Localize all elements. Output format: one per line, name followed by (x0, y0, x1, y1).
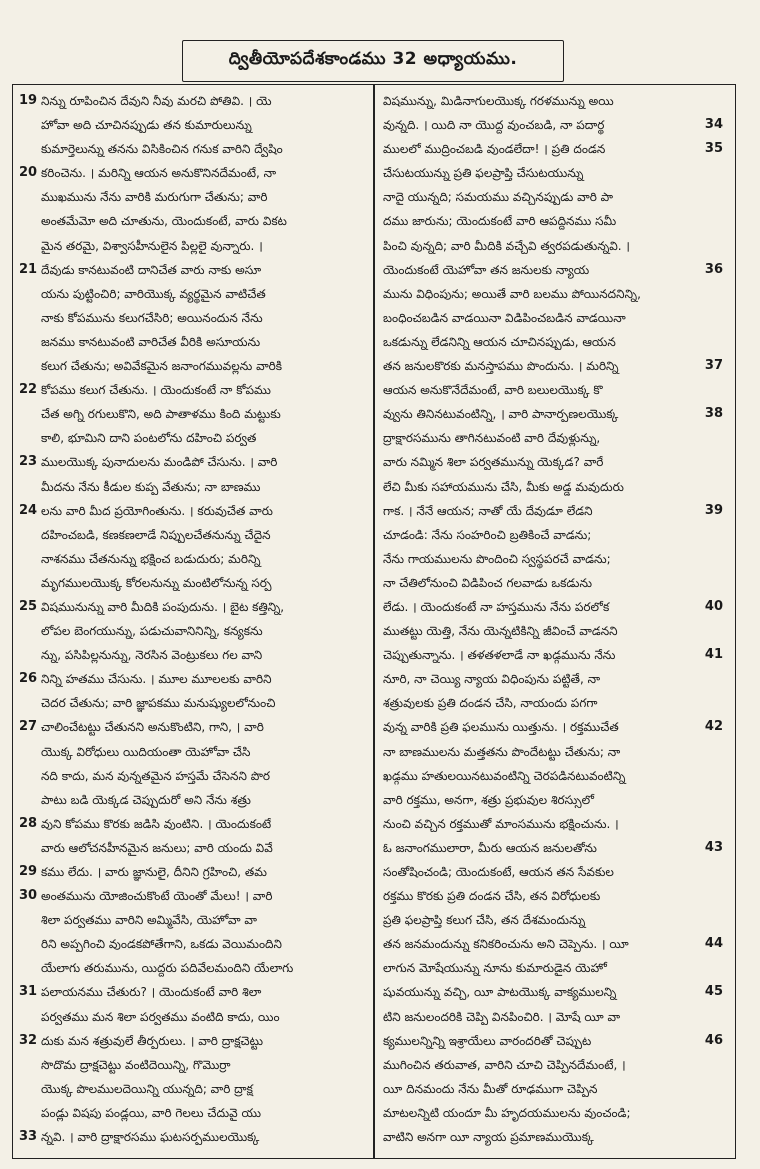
text-line (383, 740, 723, 764)
verse-text: షువయున్ను వచ్చి, యీ పాటయొక్క వాక్యములన్ని (383, 985, 617, 1000)
text-line (383, 884, 723, 908)
verse-text: యెందుకంటే యెహోవా తన జనులకు న్యాయ (383, 262, 590, 277)
text-line (21, 523, 367, 547)
text-line (21, 643, 367, 667)
verse-text: ఖడ్గము హతులయినటువంటిన్ని చెరపడినటువంటిన్ని (383, 768, 626, 783)
text-line (383, 571, 723, 595)
text-line (21, 1101, 367, 1125)
verse-text: యీ దినమందు నేను మీతో రూఢముగా చెప్పిన (383, 1081, 598, 1096)
verse-number: 44 (704, 936, 723, 952)
text-line (383, 185, 723, 209)
scripture-page (12, 32, 734, 1157)
text-line (383, 209, 723, 233)
verse-number: 23 (19, 454, 38, 470)
verse-text: వ్వును తినినటువంటిన్ని, । వారి పానార్పణలయొక్క (383, 407, 619, 422)
verse-text: నా చేతిలోనుంచి విడిపించ గలవాడు ఒకడును (383, 575, 593, 590)
verse-text: ములలో ముద్రించబడి వుండలేదా! । ప్రతి దండన (383, 142, 606, 157)
verse-text: నుంచి వచ్చిన రక్తముతో మాంసమును భక్షించును. । (383, 816, 619, 831)
verse-text: యేలాగు తరుమును, యిద్దరు పదివేలమందిని యేలాగు (41, 961, 294, 976)
text-line (21, 185, 367, 209)
text-line (383, 595, 723, 619)
text-line (21, 378, 367, 402)
verse-number: 28 (19, 815, 38, 831)
text-line (21, 812, 367, 836)
verse-number: 42 (704, 719, 723, 735)
text-line (383, 1005, 723, 1029)
text-line (21, 209, 367, 233)
verse-text: వారు ఆలోచనహీనమైన జనులు; వారి యందు వివే (41, 840, 273, 855)
text-line (21, 330, 367, 354)
verse-number: 22 (19, 382, 38, 398)
text-line (21, 715, 367, 739)
verse-number: 25 (19, 598, 38, 614)
verse-number: 21 (19, 261, 38, 277)
text-line (383, 764, 723, 788)
verse-text: వున్న వారికి ప్రతి ఫలమును యిత్తును. । రక్తముచేత (383, 720, 619, 735)
text-line (21, 89, 367, 113)
text-line (383, 475, 723, 499)
text-line (21, 836, 367, 860)
verse-text: మీదను నేను కీడుల కుప్ప వేతును; నా బాణము (41, 479, 261, 494)
text-line (21, 1125, 367, 1149)
verse-text: ములయొక్క పునాదులను మండిపో చేసును. । వారి (41, 455, 278, 470)
verse-text: కలుగ చేతును; అవివేకమైన జనాంగమువల్లను వారికి (41, 359, 283, 374)
verse-text: చేత అగ్ని రగులుకొని, అది పాతాళము కింది మట్టుకు (41, 407, 281, 422)
text-line (21, 764, 367, 788)
verse-text: ప్రతి ఫలప్రాప్తి కలుగ చేసి, తన దేశమందున్ను (383, 913, 586, 928)
text-line (383, 619, 723, 643)
verse-text: నది కాదు, మన వున్నతమైన హస్తమే చేసెనని పొర (41, 768, 271, 783)
verse-text: దహించబడి, కణకణలాడే నిప్పులచేతనున్ను చేదైన (41, 527, 271, 542)
verse-text: పర్వతము మన శిలా పర్వతము వంటిది కాదు, యిం (41, 1009, 280, 1024)
text-line (21, 884, 367, 908)
text-line (383, 1125, 723, 1149)
verse-text: ఒకడున్ను లేడనిన్ని ఆయన చూచినప్పుడు, ఆయన (383, 334, 616, 349)
verse-text: లోపల బెంగయున్ను, పడుచువానినిన్ని, కన్యకను (41, 624, 263, 639)
verse-text: నిన్ని హతము చేసును. । మూల మూలలకు వారిని (41, 672, 272, 687)
verse-text: ముగించిన తరువాత, వారిని చూచి చెప్పినదేమంటే, । (383, 1057, 626, 1072)
left-column (21, 89, 367, 1149)
verse-text: కరించెను. । మరిన్ని ఆయన అనుకొనినదేమంటే, నా (41, 166, 277, 181)
verse-text: చూడండి: నేను సంహరించి బ్రతికించే వాడను; (383, 527, 592, 542)
text-line (383, 956, 723, 980)
verse-text: రక్తము కొరకు ప్రతి దండన చేసి, తన విరోధులకు (383, 889, 601, 904)
text-line (383, 282, 723, 306)
text-line (383, 715, 723, 739)
text-line (383, 980, 723, 1004)
text-line (21, 1029, 367, 1053)
verse-text: క్యములన్నిన్ని ఇశ్రాయేలు వారందరితో చెప్పుట (383, 1033, 592, 1048)
text-line (383, 137, 723, 161)
verse-text: వాటిని అనగా యీ న్యాయ ప్రమాణముయొక్క (383, 1130, 594, 1145)
verse-text: చెప్పుతున్నాను. । తళతళలాడే నా ఖడ్గమును నేను (383, 648, 616, 663)
verse-text: మాటలన్నిటి యందూ మీ హృదయములను వుంచండి; (383, 1105, 631, 1120)
verse-text: వున్నది. । యిది నా యొద్ద వుంచబడి, నా పదార్థ (383, 118, 605, 133)
verse-text: నాదై యున్నది; సమయము వచ్చినప్పుడు వారి పా (383, 190, 613, 205)
text-line (21, 788, 367, 812)
text-line (383, 306, 723, 330)
verse-text: నూరి, నా చెయ్యి న్యాయ విధింపును పట్టితే, నా (383, 672, 601, 687)
text-line (21, 402, 367, 426)
text-line (383, 691, 723, 715)
verse-text: ద్రాక్షారసమును తాగినటువంటి వారి దేవుళ్లున్ను, (383, 431, 601, 446)
page-title: ద్వితీయోపదేశకాండము 32 అధ్యాయము. (182, 40, 564, 82)
verse-text: ఓ జనాంగములారా, మీరు ఆయన జనులతోను (383, 840, 597, 855)
text-line (383, 450, 723, 474)
verse-text: లేచి మీకు సహాయమును చేసి, మీకు అడ్డ మవుదురు (383, 479, 624, 494)
verse-text: తన జనులకొరకు మనస్తాపము పొందును. । మరిన్ని (383, 359, 619, 374)
verse-number: 24 (19, 502, 38, 518)
text-line (21, 619, 367, 643)
verse-text: లాగున మోషేయున్ను నూను కుమారుడైన యెహో (383, 961, 607, 976)
text-line (383, 547, 723, 571)
verse-text: యొక్క విరోధులు యిదియంతా యెహోవా చేసి (41, 744, 251, 759)
verse-number: 37 (704, 358, 723, 374)
verse-text: వారు నమ్మిన శిలా పర్వతమున్ను యెక్కడ? వారే (383, 455, 604, 470)
verse-text: అంతమును యోజించుకొంటే యెంతో మేలు! । వారి (41, 889, 273, 904)
text-line (21, 450, 367, 474)
verse-text: వారి రక్తము, అనగా, శత్రు ప్రభువుల శిరస్సులో (383, 792, 594, 807)
verse-text: మైన తరమై, విశ్వాసహీనులైన పిల్లలై వున్నారు. । (41, 238, 263, 253)
verse-number: 30 (19, 888, 38, 904)
verse-number: 20 (19, 165, 38, 181)
text-line (21, 932, 367, 956)
text-line (383, 161, 723, 185)
text-line (21, 980, 367, 1004)
verse-text: వుని కోపము కొరకు జడిసి వుంటిని. । యెందుకంటే (41, 816, 272, 831)
verse-text: న్ను, పసిపిల్లనున్ను, నెరసిన వెంట్రుకలు గల వాని (41, 648, 263, 663)
verse-text: సంతోషించండి; యెందుకంటే, ఆయన తన సేవకుల (383, 865, 614, 879)
text-line (21, 113, 367, 137)
verse-text: గాక. । నేనే ఆయన; నాతో యే దేవుడూ లేడని (383, 503, 593, 518)
verse-text: పలాయనము చేతురు? । యెందుకంటే వారి శిలా (41, 985, 262, 1000)
verse-text: విషమున్ను, మిడినాగులయొక్క గరళమున్ను అయి (383, 94, 614, 108)
text-line (21, 956, 367, 980)
verse-text: హోవా అది చూచినప్పుడు తన కుమారులున్ను (41, 118, 252, 133)
verse-text: పండ్లు విషపు పండ్లయి, వారి గెలలు చేదువై యు (41, 1105, 262, 1120)
text-line (21, 234, 367, 258)
verse-text: జనము కానటువంటి వారిచేత వీరికి అసూయను (41, 334, 261, 349)
verse-text: దేవుడు కానటువంటి దానిచేత వారు నాకు అసూ (41, 262, 262, 277)
text-line (383, 523, 723, 547)
text-line (21, 860, 367, 884)
text-line (383, 836, 723, 860)
text-line (383, 1029, 723, 1053)
verse-text: రిని అప్పగించి వుండకపోతేగాని, ఒకడు వెయిమందిని (41, 937, 282, 952)
verse-text: నేను గాయములను పొందించి స్వస్థపరచే వాడను; (383, 551, 611, 566)
verse-text: టిని జనులందరికి చెప్పి వినపించిరి. । మోషే యీ వా (383, 1009, 621, 1024)
text-line (21, 354, 367, 378)
text-line (383, 499, 723, 523)
text-line (383, 643, 723, 667)
verse-text: అంతమేమో అది చూతును, యెందుకంటే, వారు వికట (41, 214, 287, 229)
text-line (21, 740, 367, 764)
verse-text: పాటు బడి యెక్కడ చెప్పుదురో అని నేను శత్రు (41, 792, 251, 807)
verse-number: 45 (704, 984, 723, 1000)
verse-text: చెదర చేతును; వారి జ్ఞాపకము మనుష్యులలోనుంచి (41, 696, 276, 711)
verse-text: లను వారి మీద ప్రయోగింతును. । కరువుచేత వారు (41, 503, 273, 518)
text-line (21, 571, 367, 595)
verse-number: 43 (704, 839, 723, 855)
text-line (383, 812, 723, 836)
text-line (21, 1005, 367, 1029)
verse-text: చాలించేటట్టు చేతునని అనుకొంటిని, గాని, । వారి (41, 720, 264, 735)
text-line (383, 330, 723, 354)
verse-number: 31 (19, 984, 38, 1000)
verse-text: చేసుటయున్ను ప్రతి ఫలప్రాప్తి చేసుటయున్ను (383, 166, 584, 181)
text-line (21, 595, 367, 619)
verse-text: ముతట్టు యెత్తి, నేను యెన్నటికిన్ని జీవించే వాడనని (383, 624, 618, 639)
verse-number: 32 (19, 1032, 38, 1048)
verse-text: న్నవి. । వారి ద్రాక్షారసము ఘటసర్పములయొక్క (41, 1130, 260, 1145)
verse-text: విషమునున్ను వారి మీదికి పంపుదును. । బైట కత్తిన్ని, (41, 599, 285, 614)
text-line (383, 378, 723, 402)
verse-number: 39 (704, 502, 723, 518)
verse-text: నిన్ను రూపించిన దేవుని నీవు మరచి పోతివి. । యె (41, 94, 272, 108)
verse-text: కాలి, భూమిని దాని పంటలోను దహించి పర్వత (41, 431, 257, 446)
text-line (383, 1077, 723, 1101)
text-line (383, 402, 723, 426)
text-line (383, 234, 723, 258)
text-line (21, 282, 367, 306)
text-line (383, 1053, 723, 1077)
text-line (383, 354, 723, 378)
verse-text: శిలా పర్వతము వారిని అమ్మివేసి, యెహోవా వా (41, 913, 257, 928)
verse-number: 29 (19, 864, 38, 879)
verse-number: 26 (19, 671, 38, 687)
verse-text: కము లేదు. । వారు జ్ఞానులై, దీనిని గ్రహించి, తమ (41, 865, 267, 879)
verse-text: తన జనమందున్ను కనికరించును అని చెప్పెను. । యీ (383, 937, 629, 952)
verse-number: 46 (704, 1032, 723, 1048)
verse-text: మును విధింపును; అయితే వారి బలము పోయినదనిన్ని, (383, 286, 641, 301)
verse-text: పించి వున్నది; వారి మీదికి వచ్చేవి త్వరపడుతున్నవి. । (383, 238, 630, 253)
verse-text: దుకు మన శత్రువులే తీర్పరులు. । వారి ద్రాక్షచెట్టు (41, 1033, 264, 1048)
text-line (21, 306, 367, 330)
text-line (21, 667, 367, 691)
text-line (383, 908, 723, 932)
right-column (383, 89, 723, 1149)
verse-text: యను పుట్టించిరి; వారియొక్క వ్యర్థమైన వాటిచేత (41, 286, 266, 301)
text-line (383, 113, 723, 137)
text-line (383, 860, 723, 884)
verse-text: కుమార్తెలున్ను తనను విసికించిన గనుక వారిని ద్వేషిం (41, 142, 283, 157)
verse-number: 27 (19, 719, 38, 735)
verse-text: మృగములయొక్క కోరలనున్ను మంటిలోనున్న సర్ప (41, 575, 272, 590)
verse-text: ఆయన అనుకొనేదేమంటే, వారి బలులయొక్క కొ (383, 383, 603, 398)
verse-text: బంధించబడిన వాడయినా విడిపించబడిన వాడయినా (383, 310, 626, 325)
verse-text: నాశనము చేతనున్ను భక్షించ బడుదురు; మరిన్ని (41, 551, 261, 566)
text-line (383, 788, 723, 812)
verse-number: 38 (704, 406, 723, 422)
text-line (383, 426, 723, 450)
verse-number: 19 (19, 93, 38, 108)
text-line (21, 426, 367, 450)
text-line (21, 499, 367, 523)
text-frame (12, 84, 736, 1159)
verse-text: లేడు. । యెందుకంటే నా హస్తమును నేను పరలోక (383, 599, 610, 614)
verse-number: 40 (704, 598, 723, 614)
column-divider (373, 85, 375, 1158)
verse-text: శత్రువులకు ప్రతి దండన చేసి, నాయందు పగగా (383, 696, 598, 711)
verse-number: 36 (704, 261, 723, 277)
text-line (383, 89, 723, 113)
verse-number: 35 (704, 141, 723, 157)
text-line (21, 258, 367, 282)
text-line (383, 667, 723, 691)
verse-text: యొక్క పొలములదెయిన్ని యున్నది; వారి ద్రాక్ష (41, 1081, 253, 1096)
verse-text: నా బాణములను మత్తతను పొందేటట్టు చేతును; నా (383, 744, 621, 759)
text-line (21, 1053, 367, 1077)
text-line (21, 137, 367, 161)
text-line (21, 691, 367, 715)
verse-text: కోపము కలుగ చేతును. । యెందుకంటే నా కోపము (41, 383, 271, 398)
verse-number: 41 (704, 647, 723, 663)
text-line (383, 932, 723, 956)
text-line (383, 258, 723, 282)
text-line (21, 908, 367, 932)
text-line (21, 547, 367, 571)
verse-text: సొదొమ ద్రాక్షచెట్టు వంటిదెయిన్ని, గొమొర్రా (41, 1057, 231, 1072)
verse-text: నాకు కోపమును కలుగచేసిరి; అయినందున నేను (41, 310, 263, 325)
verse-number: 33 (19, 1129, 38, 1145)
verse-text: ముఖమును నేను వారికి మరుగుగా చేతును; వారి (41, 190, 268, 205)
text-line (383, 1101, 723, 1125)
text-line (21, 1077, 367, 1101)
verse-text: దము జారును; యెందుకంటే వారి ఆపద్దినము సమీ (383, 214, 617, 229)
text-line (21, 475, 367, 499)
verse-number: 34 (704, 117, 723, 133)
text-line (21, 161, 367, 185)
